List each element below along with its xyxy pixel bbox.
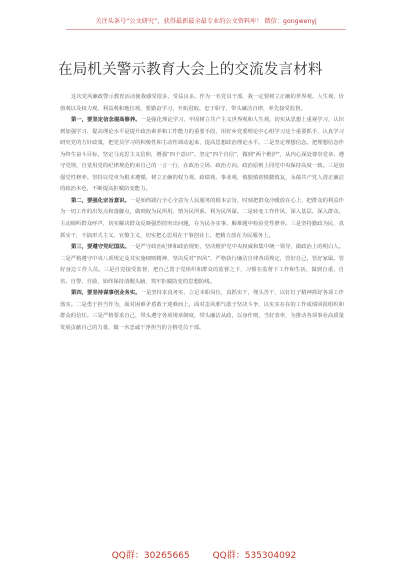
section-paragraph [60, 288, 344, 334]
document-body [60, 92, 344, 334]
section-paragraph [60, 115, 344, 196]
section-text: 一是始终践行全心全意为人民服务的根本宗旨，时刻把群众冷暖放在心上，把群众的利益作为一切工作的出发点和落脚点，做到权为民所用、情为民所系、利为民所谋。二是转变工作作风，深入基层、深入群众，主动倾听群众呼声，切实解决群众反映强烈的突出问题，在为民办实事、解难题中检验党性修养。三是坚持勤政为民，真抓实干，不搞形式主义、官僚主义，切实把心思用在干事创业上、把精力放在为民服务上。 [60, 197, 345, 239]
section-paragraph [60, 196, 344, 242]
document-title: 在局机关警示教育大会上的交流发言材料 [58, 62, 323, 78]
section-text: 一是严守政治纪律和政治规矩，坚决维护党中央权威和集中统一领导，做政治上的明白人。二是严格遵守中央八项规定及其实施细则精神，坚决反对“四风”，严格执行廉洁自律各项规定，管好自己、管好家属、管好身边工作人员。三是自觉接受监督，把自己置于党组织和群众的监督之下，习惯在监督下工作和生活，做到自重、自省、自警、自励，始终保持清醒头脑，筑牢拒腐防变的思想防线。 [60, 244, 345, 285]
section-paragraph [60, 242, 344, 288]
section-text: 一是强化理论学习，牢固树立共产主义世界观和人生观。切实从思想上重视学习，认识到加强学习、提高理论水平是提升政治素养和工作能力的重要手段，用好乡党委理论中心组学习这个重要抓手，认真学习研究党的方针政策，把党员学习的积极性和主动性调动起来，提高思想政治理论水平。二是坚定理想信念。把理想信念作为终生奋斗目标，坚定马克思主义信仰，增强“四个意识”、坚定“四个自信”，做到“两个维护”，从内心深处尊崇党章、遵守党规，自觉用党的纪律规范约束自己的一言一行，在政治立场、政治方向、政治原则上同党中央保持高度一致。三是加强党性修养。坚持以党章为根本遵循，树立正确的权力观、政绩观、事业观，慎独慎初慎微慎友，永葆共产党人清正廉洁的政治本色，不断提高拒腐防变能力。 [60, 117, 345, 193]
section-text: 一是坚持求真务实，立足本职岗位，真抓实干，埋头苦干，以钉钉子精神抓好各项工作落实。二是勇于担当作为，面对困难矛盾敢于迎难而上，面对歪风邪气敢于坚决斗争，以实实在在的工作成绩回报组织和群众的信任。三是严格要求自己，带头遵守各项规章制度，带头廉洁从政，以身作则，当好表率，为推动各项事业高质量发展贡献自己的力量，做一名忠诚干净担当的合格党员干部。 [60, 290, 345, 331]
qq-group-2: QQ群：535304092 [212, 551, 297, 561]
section-heading: 第一，要坚定信念提高修养。 [71, 117, 141, 124]
qq-group-1: QQ群：30265665 [111, 551, 190, 561]
intro-paragraph: 这次党风廉政警示教育活动使我感受很多，受益良多。作为一名党员干部，我一定要树立正确的世界观、人生观、价值观以及权力观、利益观和地位观，要勤奋学习、开拓进取、忠于职守，带头廉洁自律，率先接受监督。 [60, 94, 344, 112]
section-heading: 第二，要强化宗旨意识。 [71, 197, 130, 204]
footer-contacts [0, 548, 408, 561]
section-heading: 第三，要遵守党纪国法。 [71, 244, 130, 251]
header-banner: 关注头条号“公文研究”，获得最新最全最专业的公文资料库！ 微信：gongwenyj [66, 14, 346, 30]
section-heading: 第四，要坚持谋事创业务实。 [71, 290, 141, 297]
